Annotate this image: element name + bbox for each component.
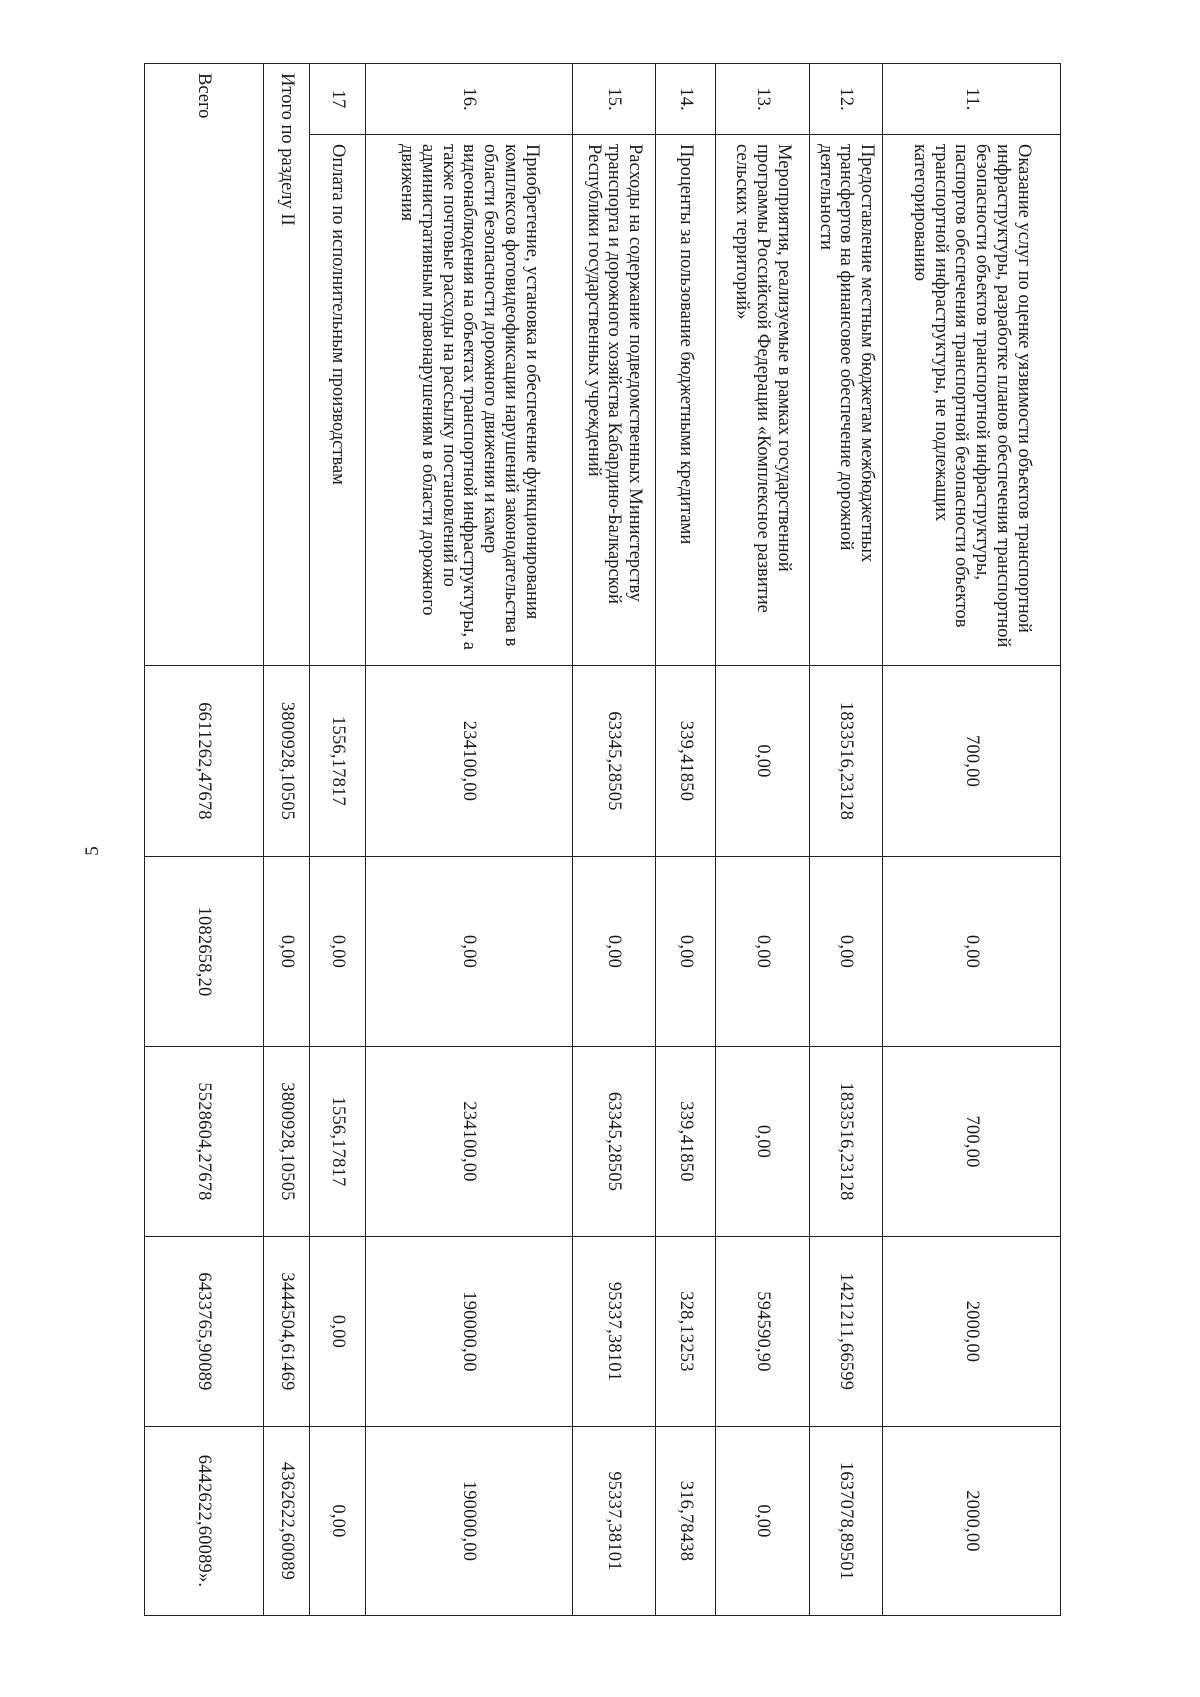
row-description: Предоставление местным бюджетам межбюджетных трансфертов на финансовое обеспечение дорожной деятельности [810, 135, 883, 666]
table-row [366, 64, 573, 1616]
total-value-cell: 3800928,10505 [264, 1047, 310, 1237]
value-cell: 234100,00 [366, 666, 573, 857]
grand-total-value-cell: 6433765,90089 [145, 1237, 264, 1427]
value-cell: 63345,28505 [573, 1047, 656, 1237]
value-cell: 594590,90 [716, 1237, 810, 1427]
value-cell: 190000,00 [366, 1237, 573, 1427]
value-cell: 1556,17817 [310, 666, 366, 857]
budget-table [144, 63, 1061, 1616]
rotated-table-container [145, 63, 1061, 1615]
value-cell: 0,00 [573, 857, 656, 1047]
value-cell: 0,00 [716, 666, 810, 857]
value-cell: 234100,00 [366, 1047, 573, 1237]
value-cell: 0,00 [366, 857, 573, 1047]
value-cell: 316,78438 [656, 1427, 716, 1616]
row-description: Оказание услуг по оценке уязвимости объектов транспортной инфраструктуры, разработке планов обеспечения транспортной безопасности объектов транспортной инфраструктуры, паспортов обеспечения транспортной безопасности объектов транспортной инфраструктуры, не подлежащих категорированию [883, 135, 1061, 666]
total-value-cell: 3800928,10505 [264, 666, 310, 857]
value-cell: 328,13253 [656, 1237, 716, 1427]
total-value-cell: 3444504,61469 [264, 1237, 310, 1427]
row-description: Приобретение, установка и обеспечение функционирования комплексов фотовидеофиксации нарушений законодательства в области безопасности дорожного движения и камер видеонаблюдения на объектах транспортной инфраструктуры, а также почтовые расходы на рассылку постановлений по административным правонарушениям в области дорожного движения [366, 135, 573, 666]
value-cell: 0,00 [716, 857, 810, 1047]
value-cell: 0,00 [716, 1047, 810, 1237]
value-cell: 95337,38101 [573, 1237, 656, 1427]
table-row [716, 64, 810, 1616]
row-number: 14. [656, 64, 716, 135]
row-description: Мероприятия, реализуемые в рамках государственной программы Российской Федерации «Комплексное развитие сельских территорий» [716, 135, 810, 666]
value-cell: 1421211,66599 [810, 1237, 883, 1427]
table-row [883, 64, 1061, 1616]
row-number: 11. [883, 64, 1061, 135]
value-cell: 0,00 [310, 1237, 366, 1427]
grand-total-label: Всего [145, 64, 264, 666]
value-cell: 339,41850 [656, 1047, 716, 1237]
grand-total-value-cell: 6442622,60089». [145, 1427, 264, 1616]
value-cell: 95337,38101 [573, 1427, 656, 1616]
value-cell: 700,00 [883, 1047, 1061, 1237]
row-description: Расходы на содержание подведомственных Министерству транспорта и дорожного хозяйства Кабардино-Балкарской Республики государственных учреждений [573, 135, 656, 666]
value-cell: 0,00 [310, 1427, 366, 1616]
value-cell: 339,41850 [656, 666, 716, 857]
grand-total-value-cell: 1082658,20 [145, 857, 264, 1047]
page-number: 5 [82, 846, 103, 856]
value-cell: 190000,00 [366, 1427, 573, 1616]
table-row [573, 64, 656, 1616]
value-cell: 700,00 [883, 666, 1061, 857]
value-cell: 63345,28505 [573, 666, 656, 857]
table-row [656, 64, 716, 1616]
table-row [310, 64, 366, 1616]
section-total-label: Итого по разделу II [264, 64, 310, 666]
row-number: 15. [573, 64, 656, 135]
total-value-cell: 4362622,60089 [264, 1427, 310, 1616]
table-row [810, 64, 883, 1616]
grand-total-value-cell: 6611262,47678 [145, 666, 264, 857]
value-cell: 0,00 [656, 857, 716, 1047]
total-value-cell: 0,00 [264, 857, 310, 1047]
grand-total-row [145, 64, 264, 1616]
value-cell: 0,00 [810, 857, 883, 1047]
row-number: 12. [810, 64, 883, 135]
grand-total-value-cell: 5528604,27678 [145, 1047, 264, 1237]
value-cell: 1637078,89501 [810, 1427, 883, 1616]
row-number: 13. [716, 64, 810, 135]
row-number: 17 [310, 64, 366, 135]
row-number: 16. [366, 64, 573, 135]
row-description: Оплата по исполнительным производствам [310, 135, 366, 666]
value-cell: 2000,00 [883, 1237, 1061, 1427]
section-total-row [264, 64, 310, 1616]
value-cell: 1833516,23128 [810, 1047, 883, 1237]
row-description: Проценты за пользование бюджетными кредитами [656, 135, 716, 666]
value-cell: 0,00 [310, 857, 366, 1047]
value-cell: 2000,00 [883, 1427, 1061, 1616]
value-cell: 1556,17817 [310, 1047, 366, 1237]
value-cell: 1833516,23128 [810, 666, 883, 857]
value-cell: 0,00 [716, 1427, 810, 1616]
value-cell: 0,00 [883, 857, 1061, 1047]
